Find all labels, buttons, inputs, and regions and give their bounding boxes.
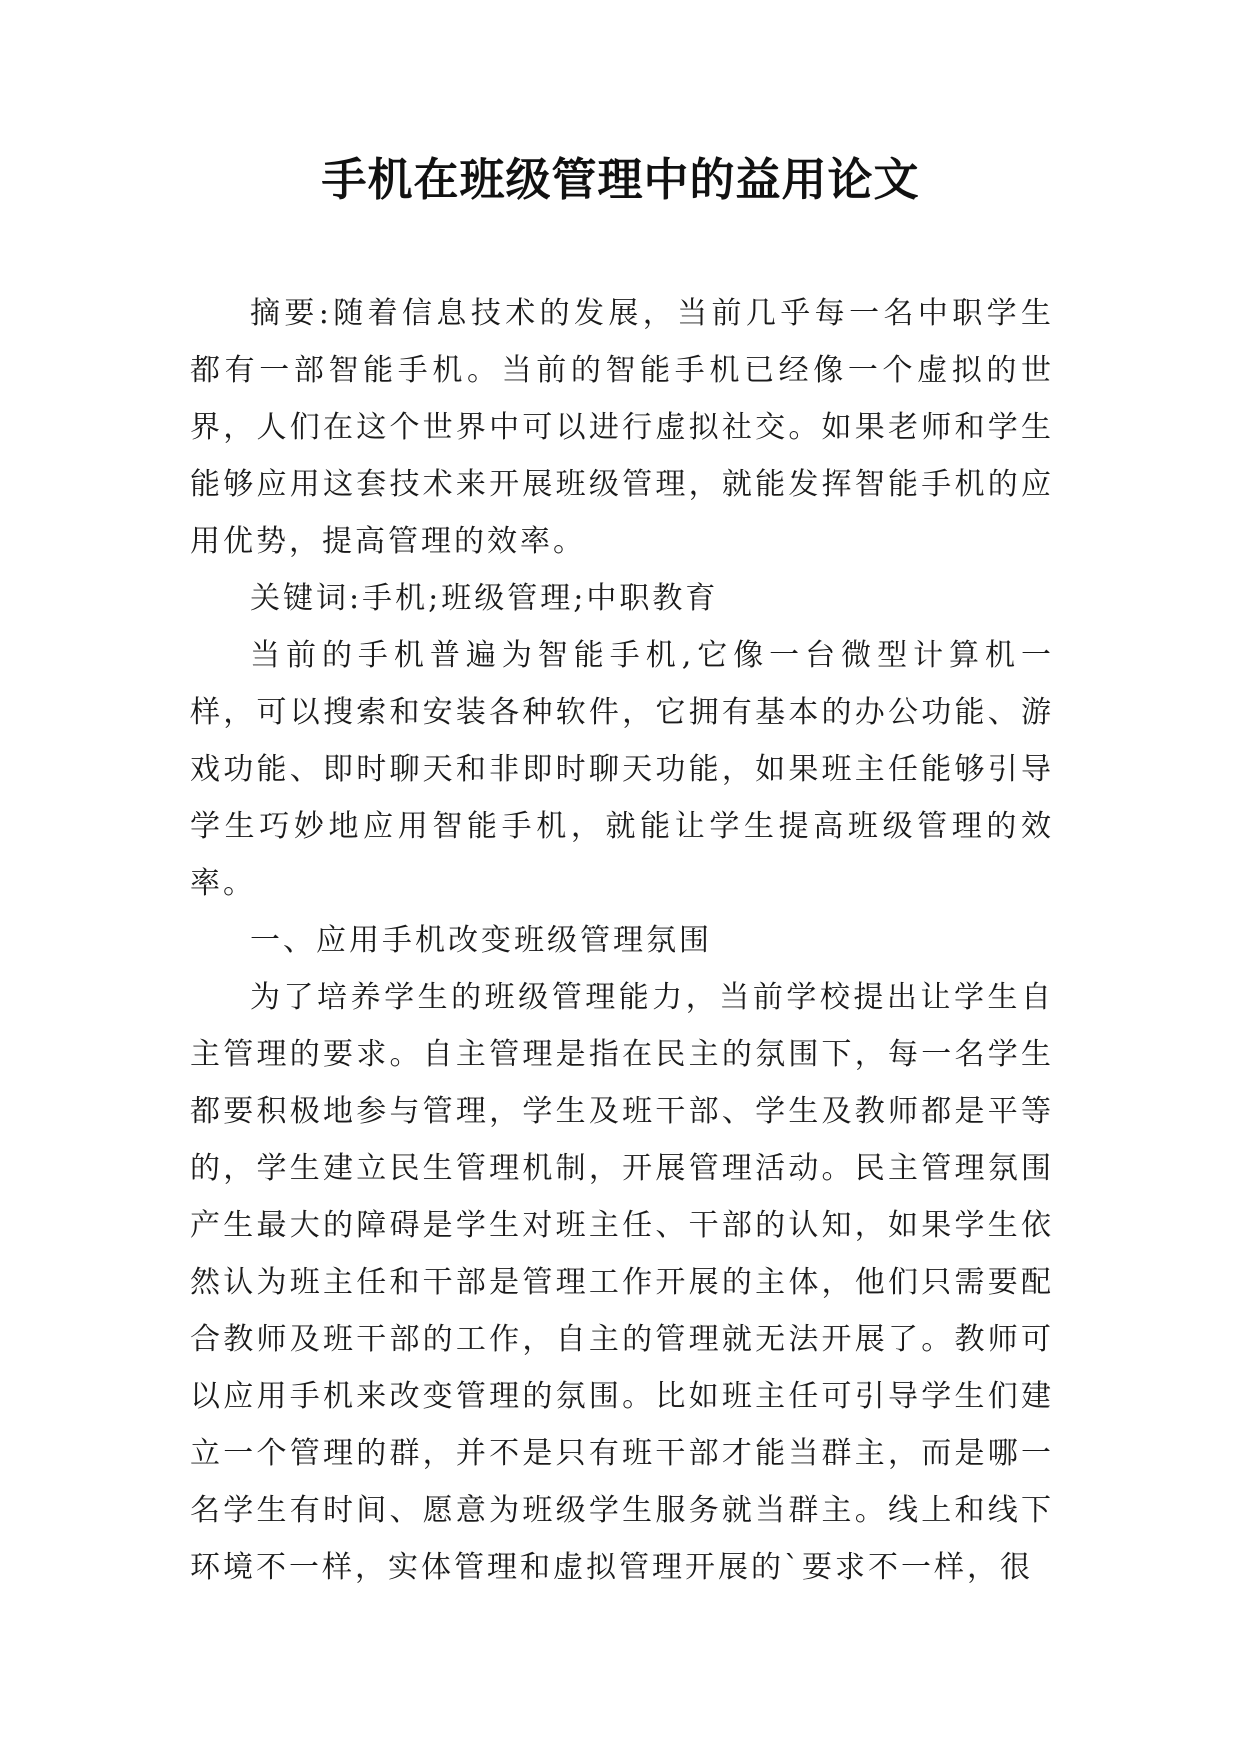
- document-body: [190, 285, 1054, 1596]
- document-title: 手机在班级管理中的益用论文: [321, 153, 920, 206]
- intro-paragraph: 当前的手机普遍为智能手机,它像一台微型计算机一样，可以搜索和安装各种软件，它拥有基本的办公功能、游戏功能、即时聊天和非即时聊天功能，如果班主任能够引导学生巧妙地应用智能手机，就能让学生提高班级管理的效率。: [190, 638, 1054, 901]
- section-paragraph: 为了培养学生的班级管理能力，当前学校提出让学生自主管理的要求。自主管理是指在民主的氛围下，每一名学生都要积极地参与管理，学生及班干部、学生及教师都是平等的，学生建立民生管理机制，开展管理活动。民主管理氛围产生最大的障碍是学生对班主任、干部的认知，如果学生依然认为班主任和干部是管理工作开展的主体，他们只需要配合教师及班干部的工作，自主的管理就无法开展了。教师可以应用手机来改变管理的氛围。比如班主任可引导学生们建立一个管理的群，并不是只有班干部才能当群主，而是哪一名学生有时间、愿意为班级学生服务就当群主。线上和线下环境不一样，实体管理和虚拟管理开展的`要求不一样，很: [190, 980, 1054, 1585]
- keywords-paragraph: 关键词:手机;班级管理;中职教育: [250, 581, 719, 616]
- abstract-paragraph: 摘要:随着信息技术的发展，当前几乎每一名中职学生都有一部智能手机。当前的智能手机已经像一个虚拟的世界，人们在这个世界中可以进行虚拟社交。如果老师和学生能够应用这套技术来开展班级管理，就能发挥智能手机的应用优势，提高管理的效率。: [190, 296, 1054, 559]
- section-heading: 一、应用手机改变班级管理氛围: [250, 923, 712, 958]
